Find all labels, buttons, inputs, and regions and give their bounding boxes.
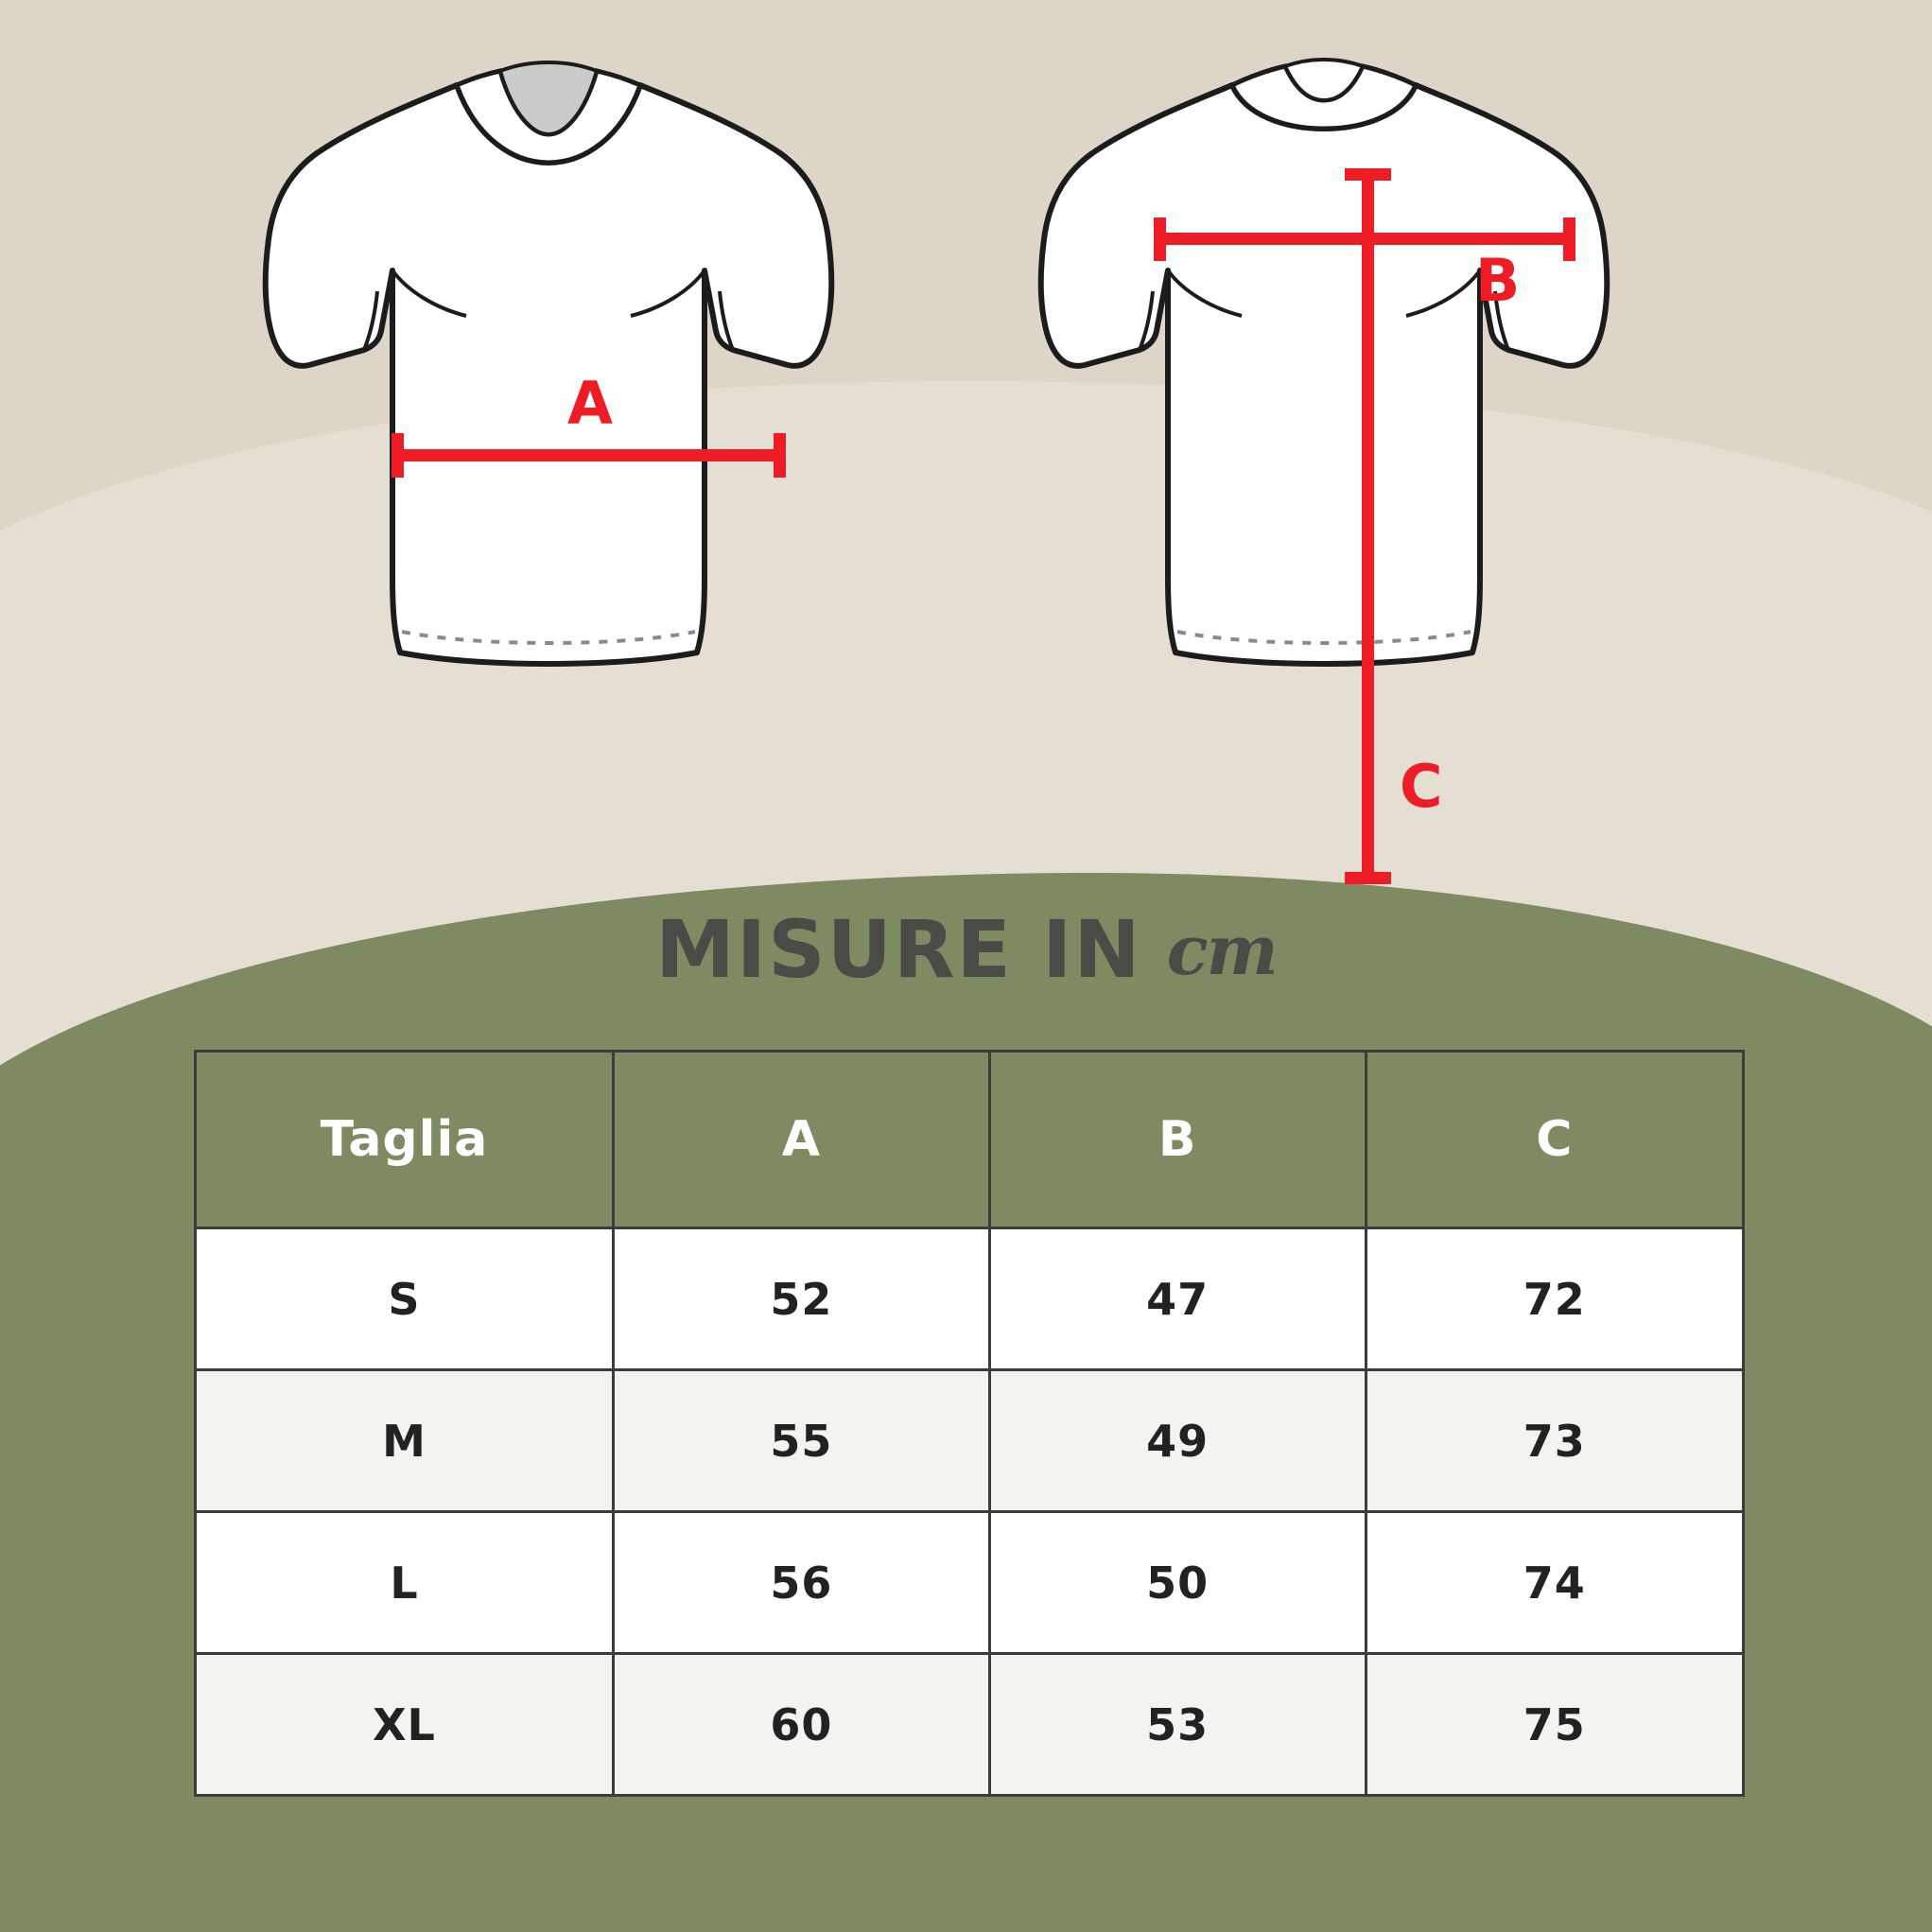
cell-b: 53 — [989, 1654, 1366, 1796]
measure-cap-a-right — [774, 433, 786, 478]
cell-a: 52 — [613, 1228, 989, 1370]
measure-cap-b-left — [1154, 218, 1166, 261]
cell-b: 50 — [989, 1512, 1366, 1654]
cell-size: M — [196, 1370, 614, 1512]
size-table — [194, 1050, 1745, 1797]
measure-cap-c-top — [1345, 168, 1391, 181]
size-table-container — [194, 1050, 1745, 1797]
title-unit-text: cm — [1166, 909, 1277, 990]
t-shirt-front-view — [251, 47, 846, 695]
cell-b: 49 — [989, 1370, 1366, 1512]
cell-size: L — [196, 1512, 614, 1654]
header-a: A — [613, 1052, 989, 1228]
measure-line-a — [397, 449, 785, 461]
cell-a: 60 — [613, 1654, 989, 1796]
measure-cap-b-right — [1563, 218, 1575, 261]
table-row — [196, 1370, 1744, 1512]
table-row — [196, 1512, 1744, 1654]
shirt-illustrations — [0, 47, 1932, 832]
measure-cap-c-bottom — [1345, 872, 1391, 884]
table-row — [196, 1654, 1744, 1796]
cell-c: 72 — [1366, 1228, 1743, 1370]
cell-b: 47 — [989, 1228, 1366, 1370]
measure-label-c: C — [1400, 752, 1444, 821]
measure-cap-a-left — [392, 433, 404, 478]
t-shirt-back-view — [1026, 47, 1622, 695]
chart-title — [0, 903, 1932, 996]
measure-label-b: B — [1475, 246, 1522, 315]
cell-c: 75 — [1366, 1654, 1743, 1796]
measure-label-a: A — [567, 369, 614, 438]
cell-a: 55 — [613, 1370, 989, 1512]
header-b: B — [989, 1052, 1366, 1228]
header-taglia: Taglia — [196, 1052, 614, 1228]
table-row — [196, 1228, 1744, 1370]
measure-line-c — [1362, 172, 1374, 883]
header-c: C — [1366, 1052, 1743, 1228]
title-main-text: MISURE IN — [655, 903, 1142, 996]
cell-size: XL — [196, 1654, 614, 1796]
cell-a: 56 — [613, 1512, 989, 1654]
cell-c: 73 — [1366, 1370, 1743, 1512]
cell-size: S — [196, 1228, 614, 1370]
cell-c: 74 — [1366, 1512, 1743, 1654]
table-header-row — [196, 1052, 1744, 1228]
